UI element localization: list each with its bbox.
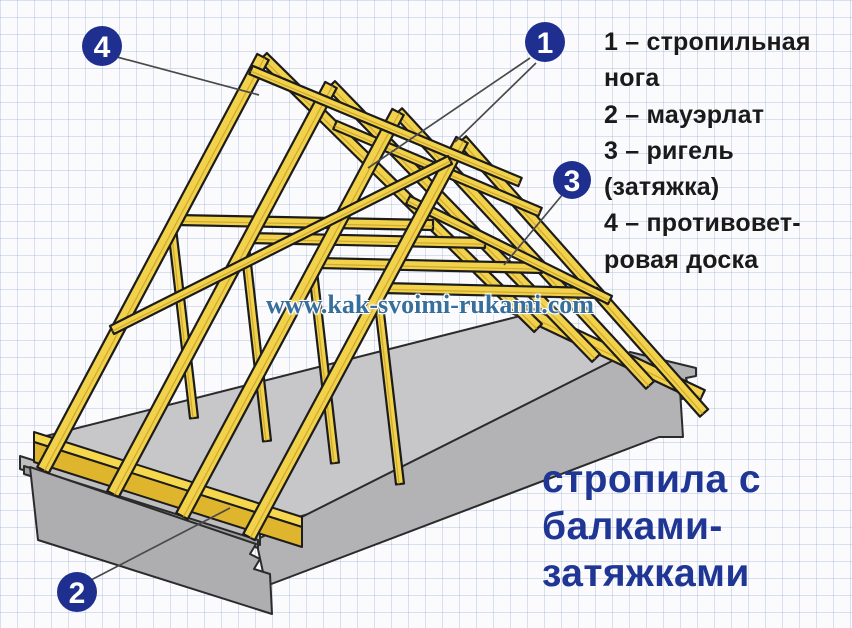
leader-line-1b [455,63,536,142]
legend [604,24,850,278]
legend-line: 4 – противовет- [604,209,801,238]
legend-line: ровая доска [604,245,759,274]
leader-line-4 [117,57,259,95]
legend-line: 2 – мауэрлат [604,100,765,129]
callout-number-4: 4 [93,31,111,64]
legend-line: (затяжка) [604,173,720,202]
caption-line: балками- [542,505,723,548]
caption-line: стропила с [542,458,761,501]
watermark-url: www.kak-svoimi-rukami.com [266,290,594,319]
legend-line: нога [604,64,660,93]
legend-line: 3 – ригель [604,136,734,165]
callout-number-3: 3 [563,165,581,198]
callout-number-1: 1 [536,27,554,60]
callout-number-2: 2 [68,577,86,610]
caption-title [542,456,842,597]
caption-line: затяжками [542,552,750,595]
legend-line: 1 – стропильная [604,28,811,56]
